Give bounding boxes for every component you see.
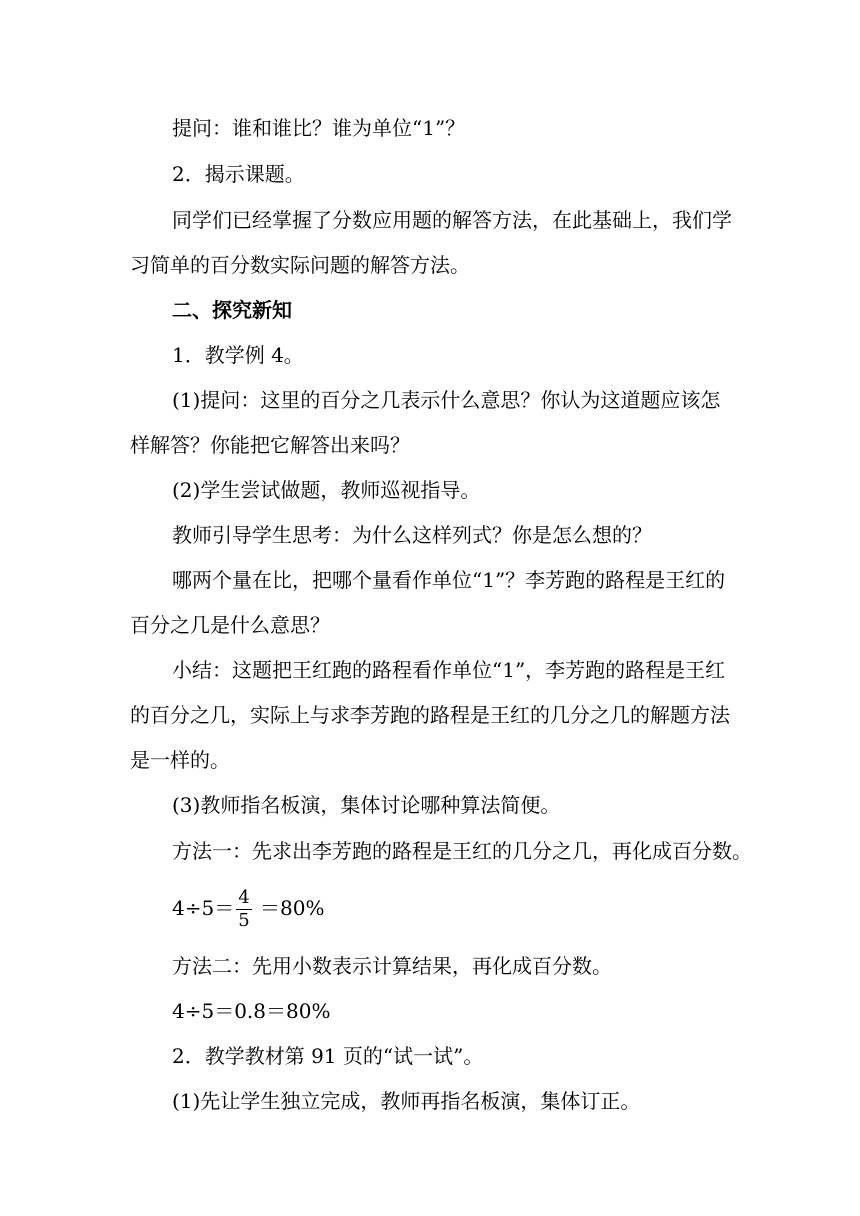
comparison-question-line-1: 哪两个量在比，把哪个量看作单位“1”？李芳跑的路程是王红的 <box>172 568 726 592</box>
formula-prefix: 4÷5＝ <box>172 896 235 920</box>
formula-suffix: ＝80% <box>253 896 325 920</box>
method-one-text: 方法一：先求出李芳跑的路程是王红的几分之几，再化成百分数。 <box>172 839 752 863</box>
summary-line-1: 小结：这题把王红跑的路程看作单位“1”，李芳跑的路程是王红 <box>172 658 726 682</box>
step-example-4: 1．教学例 4。 <box>172 343 304 367</box>
step-3-board: (3)教师指名板演，集体讨论哪种算法简便。 <box>172 793 561 817</box>
try-it-step-1: (1)先让学生独立完成，教师再指名板演，集体订正。 <box>172 1089 641 1113</box>
question-text: 提问：谁和谁比？谁为单位“1”？ <box>172 116 466 140</box>
formula-method-two: 4÷5＝0.8＝80% <box>172 999 331 1023</box>
teacher-guide-text: 教师引导学生思考：为什么这样列式？你是怎么想的？ <box>172 523 652 547</box>
question-1-line-1: (1)提问：这里的百分之几表示什么意思？你认为这道题应该怎 <box>172 388 721 412</box>
fraction-numerator: 4 <box>238 887 250 908</box>
step-try-it: 2．教学教材第 91 页的“试一试”。 <box>172 1044 484 1068</box>
comparison-question-line-2: 百分之几是什么意思？ <box>130 613 330 637</box>
paragraph-intro-line-1: 同学们已经掌握了分数应用题的解答方法，在此基础上，我们学 <box>172 208 732 232</box>
fraction-denominator: 5 <box>238 910 250 931</box>
fraction <box>236 887 251 932</box>
summary-line-3: 是一样的。 <box>130 748 230 772</box>
question-1-line-2: 样解答？你能把它解答出来吗？ <box>130 433 410 457</box>
step-2-attempt: (2)学生尝试做题，教师巡视指导。 <box>172 478 481 502</box>
method-two-text: 方法二：先用小数表示计算结果，再化成百分数。 <box>172 954 612 978</box>
section-heading: 二、探究新知 <box>172 298 292 322</box>
step-reveal-topic: 2．揭示课题。 <box>172 162 305 186</box>
summary-line-2: 的百分之几，实际上与求李芳跑的路程是王红的几分之几的解题方法 <box>130 703 730 727</box>
paragraph-intro-line-2: 习简单的百分数实际问题的解答方法。 <box>130 253 470 277</box>
formula-method-one <box>0 883 860 933</box>
